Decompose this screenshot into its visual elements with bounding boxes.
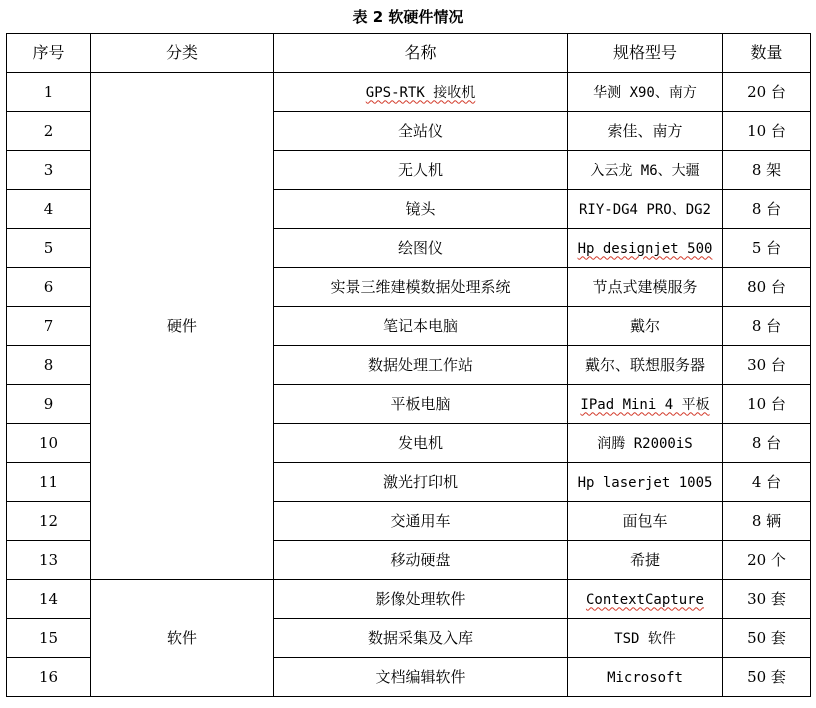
cell-index: 4 [7, 190, 91, 229]
cell-qty: 8 架 [723, 151, 811, 190]
cell-qty: 10 台 [723, 385, 811, 424]
cell-index: 13 [7, 541, 91, 580]
cell-name: 无人机 [274, 151, 568, 190]
cell-index: 7 [7, 307, 91, 346]
cell-name-text: GPS-RTK 接收机 [365, 84, 476, 101]
cell-qty: 20 个 [723, 541, 811, 580]
cell-qty: 50 套 [723, 619, 811, 658]
cell-name: 平板电脑 [274, 385, 568, 424]
cell-qty: 30 套 [723, 580, 811, 619]
header-row [7, 34, 811, 73]
cell-spec [568, 229, 723, 268]
cell-name: 数据采集及入库 [274, 619, 568, 658]
cell-spec-text: Hp designjet 500 [577, 240, 713, 257]
cell-index: 16 [7, 658, 91, 697]
cell-qty: 50 套 [723, 658, 811, 697]
cell-spec-text: TSD 软件 [614, 630, 676, 647]
header-index: 序号 [7, 34, 91, 73]
cell-index: 11 [7, 463, 91, 502]
cell-spec-text: IPad Mini 4 平板 [580, 396, 710, 413]
cell-category-software: 软件 [91, 580, 274, 697]
cell-spec-text: Hp laserjet 1005 [577, 474, 713, 491]
cell-name: 文档编辑软件 [274, 658, 568, 697]
cell-index: 14 [7, 580, 91, 619]
table-row [7, 73, 811, 112]
header-spec: 规格型号 [568, 34, 723, 73]
cell-name: 绘图仪 [274, 229, 568, 268]
cell-qty: 20 台 [723, 73, 811, 112]
cell-spec: 面包车 [568, 502, 723, 541]
header-qty: 数量 [723, 34, 811, 73]
cell-spec [568, 580, 723, 619]
cell-name: 数据处理工作站 [274, 346, 568, 385]
cell-index: 10 [7, 424, 91, 463]
table-row [7, 580, 811, 619]
cell-index: 3 [7, 151, 91, 190]
cell-spec-text: 润腾 R2000iS [597, 435, 693, 452]
cell-name: 激光打印机 [274, 463, 568, 502]
cell-index: 12 [7, 502, 91, 541]
header-name: 名称 [274, 34, 568, 73]
cell-qty: 8 台 [723, 424, 811, 463]
cell-spec-text: Microsoft [607, 669, 683, 686]
cell-name: 镜头 [274, 190, 568, 229]
cell-name: 交通用车 [274, 502, 568, 541]
cell-name: 全站仪 [274, 112, 568, 151]
cell-qty: 8 台 [723, 307, 811, 346]
cell-spec [568, 385, 723, 424]
cell-spec [568, 190, 723, 229]
cell-spec: 希捷 [568, 541, 723, 580]
cell-index: 2 [7, 112, 91, 151]
cell-name: 实景三维建模数据处理系统 [274, 268, 568, 307]
cell-index: 9 [7, 385, 91, 424]
cell-index: 6 [7, 268, 91, 307]
cell-spec-text: ContextCapture [585, 591, 704, 608]
cell-qty: 8 辆 [723, 502, 811, 541]
cell-spec [568, 73, 723, 112]
cell-name: 影像处理软件 [274, 580, 568, 619]
cell-spec [568, 658, 723, 697]
cell-qty: 8 台 [723, 190, 811, 229]
cell-qty: 30 台 [723, 346, 811, 385]
cell-spec [568, 463, 723, 502]
cell-spec-text: 入云龙 M6、大疆 [590, 162, 700, 179]
header-category: 分类 [91, 34, 274, 73]
cell-spec [568, 151, 723, 190]
cell-spec: 戴尔、联想服务器 [568, 346, 723, 385]
cell-spec: 戴尔 [568, 307, 723, 346]
cell-category-hardware: 硬件 [91, 73, 274, 580]
cell-name: 笔记本电脑 [274, 307, 568, 346]
cell-spec-text: 华测 X90、南方 [593, 84, 697, 101]
cell-qty: 80 台 [723, 268, 811, 307]
cell-qty: 4 台 [723, 463, 811, 502]
cell-qty: 10 台 [723, 112, 811, 151]
cell-qty: 5 台 [723, 229, 811, 268]
cell-index: 15 [7, 619, 91, 658]
table-caption: 表 2 软硬件情况 [352, 8, 464, 26]
cell-spec-text: RIY-DG4 PRO、DG2 [578, 201, 711, 218]
cell-spec: 节点式建模服务 [568, 268, 723, 307]
cell-index: 5 [7, 229, 91, 268]
hardware-software-table [6, 33, 811, 697]
cell-spec: 索佳、南方 [568, 112, 723, 151]
cell-name: 发电机 [274, 424, 568, 463]
cell-name: 移动硬盘 [274, 541, 568, 580]
cell-name [274, 73, 568, 112]
cell-spec [568, 619, 723, 658]
cell-index: 1 [7, 73, 91, 112]
cell-index: 8 [7, 346, 91, 385]
cell-spec [568, 424, 723, 463]
